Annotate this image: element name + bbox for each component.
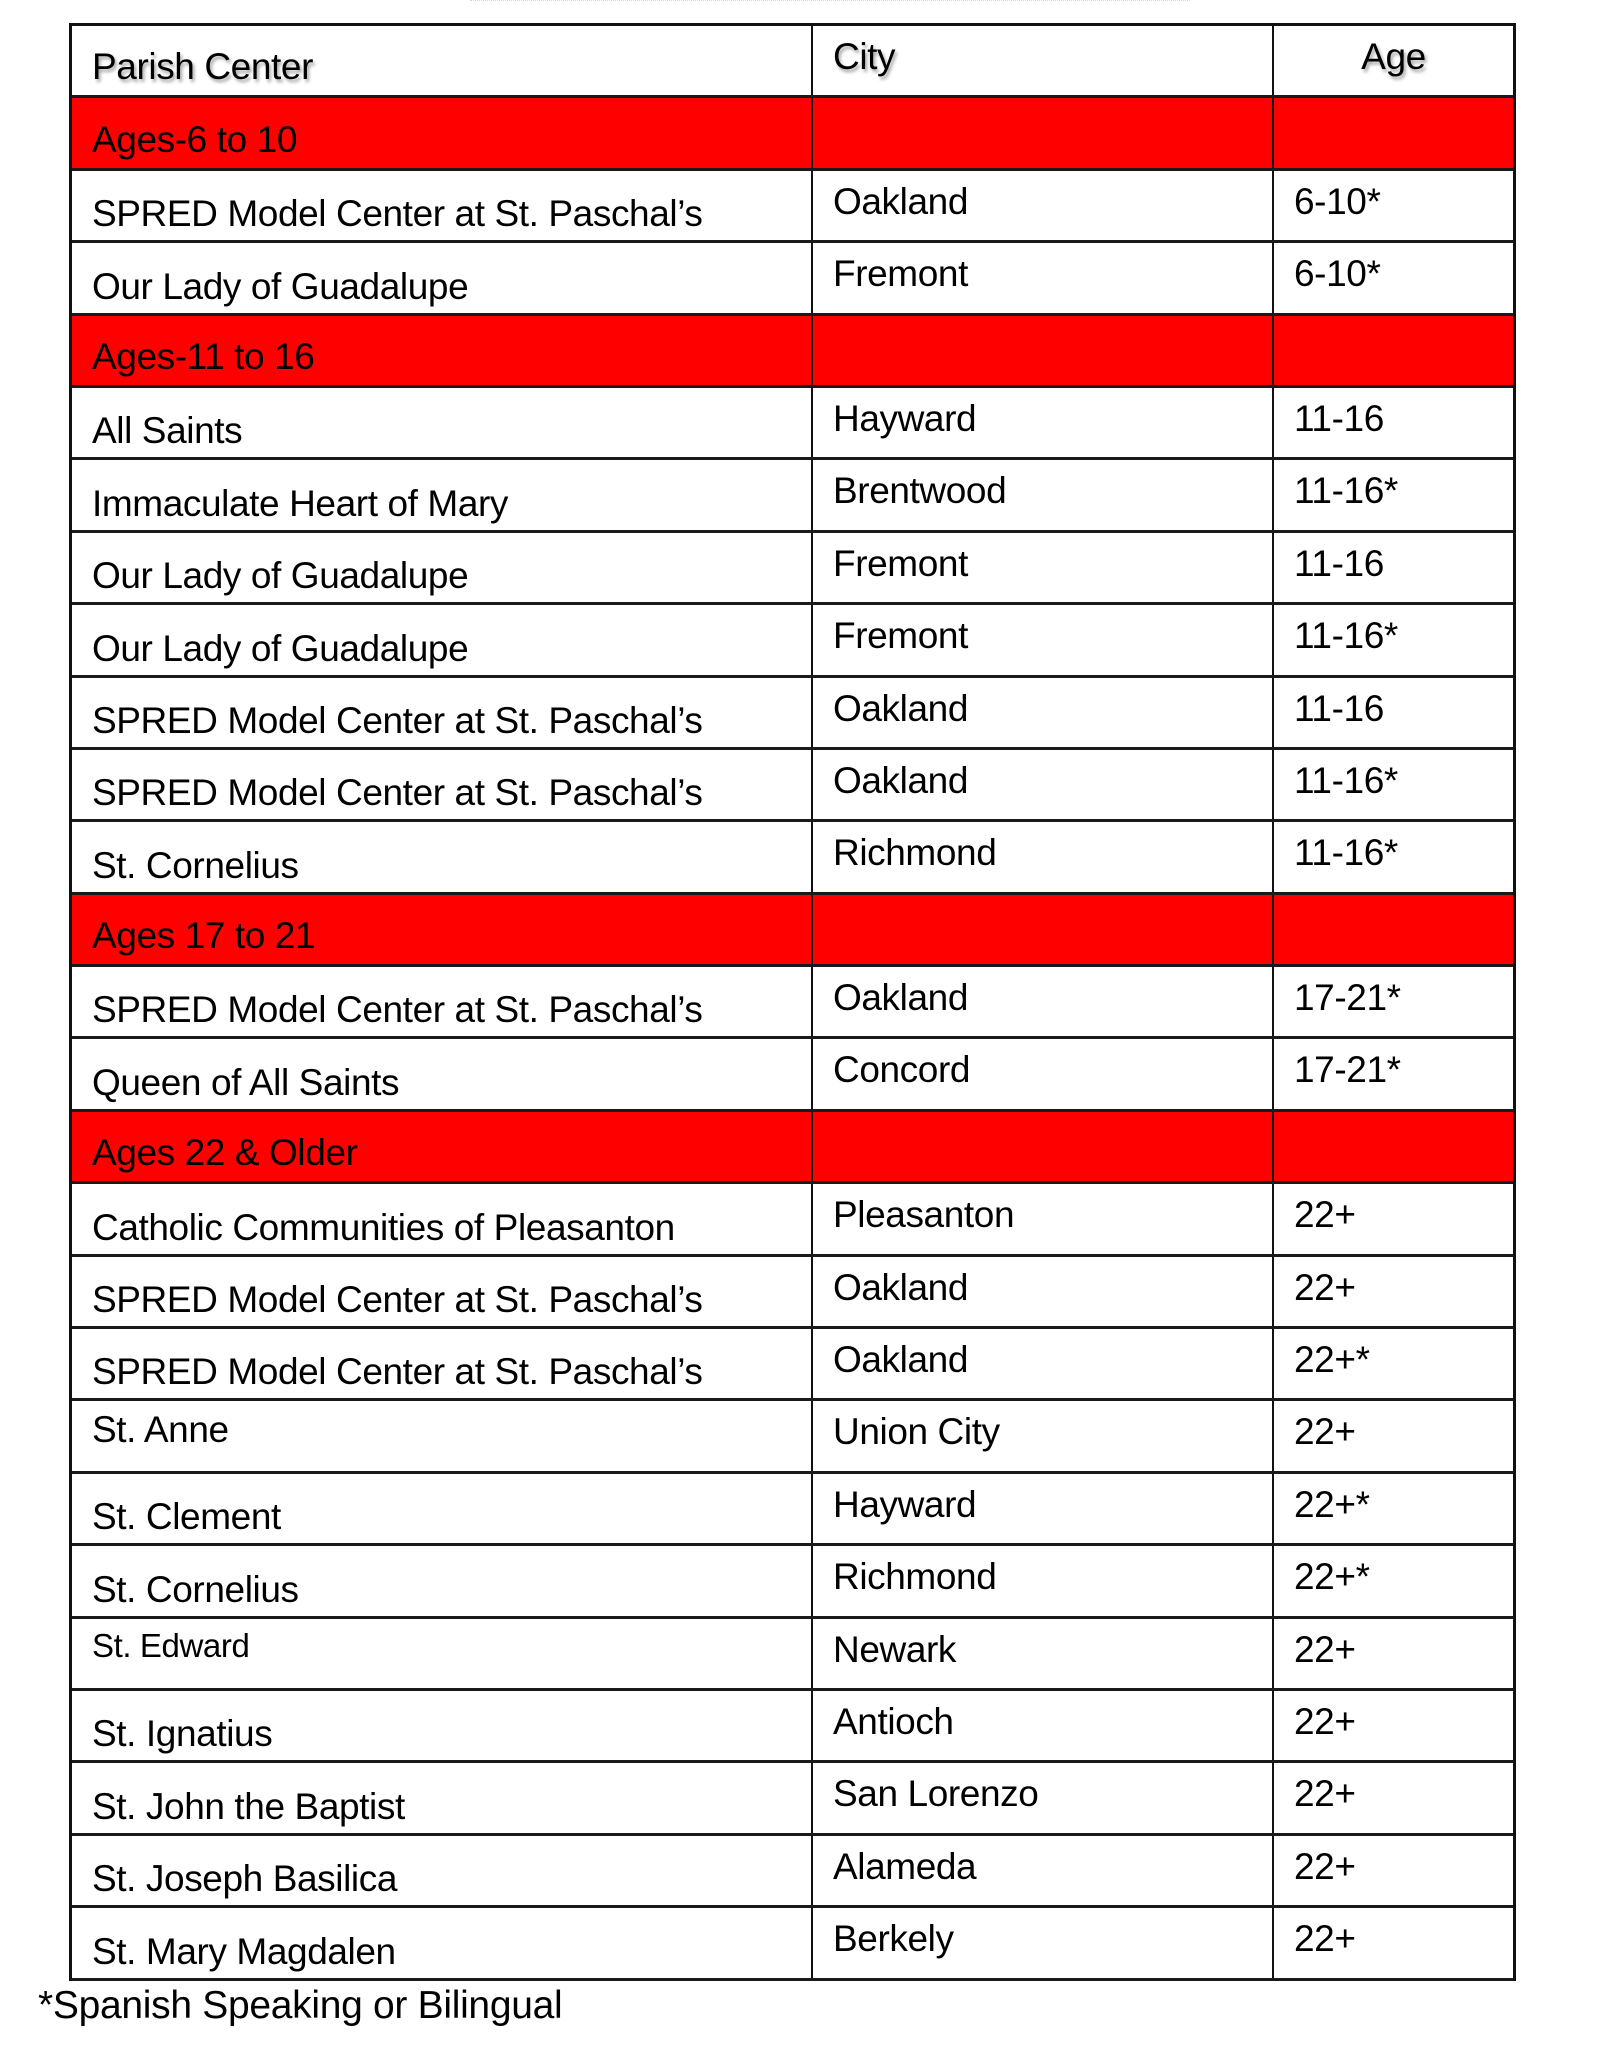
- city-text: Fremont: [833, 253, 968, 295]
- age-group-cell: [72, 98, 811, 167]
- age-text: 11-16*: [1294, 832, 1398, 874]
- age-text: 22+: [1294, 1700, 1356, 1742]
- table-row: [72, 1619, 1513, 1691]
- parish-cell: [72, 1619, 811, 1688]
- parish-cell: [72, 460, 811, 529]
- age-cell: [1272, 678, 1513, 747]
- parish-text: SPRED Model Center at St. Paschal’s: [92, 1351, 703, 1393]
- table-row: [72, 678, 1513, 750]
- city-text: San Lorenzo: [833, 1773, 1039, 1815]
- age-text: 6-10*: [1294, 253, 1381, 295]
- parish-cell: [72, 1039, 811, 1108]
- age-text: 22+: [1294, 1773, 1356, 1815]
- age-text: 22+: [1294, 1194, 1356, 1236]
- header-age: [1272, 26, 1513, 95]
- city-text: Oakland: [833, 687, 969, 729]
- city-cell: [811, 1257, 1272, 1326]
- parish-cell: [72, 171, 811, 240]
- table-row: [72, 1546, 1513, 1618]
- city-cell: [811, 678, 1272, 747]
- age-group-label: Ages-11 to 16: [92, 335, 315, 377]
- age-group-age-cell: [1272, 1112, 1513, 1181]
- age-cell: [1272, 1836, 1513, 1905]
- city-cell: [811, 1691, 1272, 1760]
- table-row: [72, 171, 1513, 243]
- age-cell: [1272, 822, 1513, 891]
- age-group-cell: [72, 895, 811, 964]
- city-cell: [811, 750, 1272, 819]
- age-text: 17-21*: [1294, 1049, 1401, 1091]
- age-cell: [1272, 1546, 1513, 1615]
- table-body: [72, 98, 1513, 1980]
- parish-cell: [72, 605, 811, 674]
- age-cell: [1272, 1474, 1513, 1543]
- parish-cell: [72, 750, 811, 819]
- city-cell: [811, 967, 1272, 1036]
- age-text: 22+*: [1294, 1339, 1370, 1381]
- age-group-age-cell: [1272, 316, 1513, 385]
- city-cell: [811, 1401, 1272, 1470]
- age-cell: [1272, 1329, 1513, 1398]
- age-group-label: Ages 22 & Older: [92, 1132, 358, 1174]
- table-row: [72, 750, 1513, 822]
- parish-text: St. Cornelius: [92, 844, 299, 886]
- age-text: 22+: [1294, 1845, 1356, 1887]
- parish-cell: [72, 1836, 811, 1905]
- parish-text: Immaculate Heart of Mary: [92, 482, 509, 524]
- parish-text: St. Edward: [92, 1626, 250, 1664]
- parish-text: St. Ignatius: [92, 1713, 273, 1755]
- age-group-city-cell: [811, 98, 1272, 167]
- parish-text: Catholic Communities of Pleasanton: [92, 1206, 675, 1248]
- age-group-label: Ages-6 to 10: [92, 118, 298, 160]
- age-cell: [1272, 1691, 1513, 1760]
- header-age-label: Age: [1361, 36, 1426, 77]
- age-group-row: [72, 1112, 1513, 1184]
- age-cell: [1272, 533, 1513, 602]
- table-row: [72, 605, 1513, 677]
- city-cell: [811, 822, 1272, 891]
- age-text: 22+*: [1294, 1556, 1370, 1598]
- city-text: Richmond: [833, 1556, 997, 1598]
- age-cell: [1272, 967, 1513, 1036]
- parish-text: St. Cornelius: [92, 1568, 299, 1610]
- age-group-row: [72, 316, 1513, 388]
- parish-cell: [72, 243, 811, 312]
- age-group-city-cell: [811, 316, 1272, 385]
- table-row: [72, 388, 1513, 460]
- age-text: 11-16*: [1294, 615, 1398, 657]
- table-row: [72, 460, 1513, 532]
- age-group-age-cell: [1272, 98, 1513, 167]
- age-text: 22+*: [1294, 1483, 1370, 1525]
- city-text: Oakland: [833, 977, 969, 1019]
- parish-text: SPRED Model Center at St. Paschal’s: [92, 193, 703, 235]
- parish-cell: [72, 533, 811, 602]
- city-text: Richmond: [833, 832, 997, 874]
- parish-text: St. Mary Magdalen: [92, 1930, 396, 1972]
- age-cell: [1272, 171, 1513, 240]
- parish-cell: [72, 1401, 811, 1470]
- header-parish-center-label: Parish Center: [92, 46, 314, 88]
- age-text: 22+: [1294, 1411, 1356, 1453]
- city-text: Hayward: [833, 1483, 977, 1525]
- table-row: [72, 1836, 1513, 1908]
- age-cell: [1272, 1257, 1513, 1326]
- table-row: [72, 1329, 1513, 1401]
- city-text: Pleasanton: [833, 1194, 1015, 1236]
- city-text: Concord: [833, 1049, 971, 1091]
- table-row: [72, 1401, 1513, 1473]
- age-text: 22+: [1294, 1918, 1356, 1960]
- table-row: [72, 1763, 1513, 1835]
- table-row: [72, 1691, 1513, 1763]
- parish-text: St. Joseph Basilica: [92, 1858, 398, 1900]
- age-text: 11-16*: [1294, 759, 1398, 801]
- city-cell: [811, 1763, 1272, 1832]
- city-cell: [811, 1836, 1272, 1905]
- age-text: 11-16*: [1294, 470, 1398, 512]
- age-cell: [1272, 1619, 1513, 1688]
- age-cell: [1272, 605, 1513, 674]
- parish-text: SPRED Model Center at St. Paschal’s: [92, 1279, 703, 1321]
- parish-cell: [72, 1546, 811, 1615]
- city-text: Oakland: [833, 759, 969, 801]
- city-cell: [811, 171, 1272, 240]
- table-row: [72, 1908, 1513, 1980]
- age-cell: [1272, 1763, 1513, 1832]
- age-text: 11-16: [1294, 397, 1384, 439]
- city-cell: [811, 1474, 1272, 1543]
- header-parish-center: [72, 26, 811, 95]
- parish-text: Our Lady of Guadalupe: [92, 555, 469, 597]
- age-text: 11-16: [1294, 542, 1384, 584]
- age-text: 22+: [1294, 1266, 1356, 1308]
- age-cell: [1272, 460, 1513, 529]
- age-group-row: [72, 98, 1513, 170]
- parish-cell: [72, 1329, 811, 1398]
- age-cell: [1272, 1401, 1513, 1470]
- age-group-cell: [72, 316, 811, 385]
- city-cell: [811, 460, 1272, 529]
- city-cell: [811, 1908, 1272, 1977]
- city-cell: [811, 1329, 1272, 1398]
- parish-cell: [72, 1184, 811, 1253]
- parish-cell: [72, 1257, 811, 1326]
- table-row: [72, 243, 1513, 315]
- parish-text: St. Anne: [92, 1409, 229, 1451]
- city-text: Oakland: [833, 1266, 969, 1308]
- age-text: 11-16: [1294, 687, 1384, 729]
- age-group-cell: [72, 1112, 811, 1181]
- table-header-row: [72, 26, 1513, 98]
- parish-cell: [72, 1908, 811, 1977]
- parish-center-table: [69, 23, 1516, 1981]
- parish-cell: [72, 388, 811, 457]
- parish-text: SPRED Model Center at St. Paschal’s: [92, 699, 703, 741]
- table-row: [72, 1184, 1513, 1256]
- age-group-age-cell: [1272, 895, 1513, 964]
- age-cell: [1272, 1908, 1513, 1977]
- parish-cell: [72, 822, 811, 891]
- parish-text: SPRED Model Center at St. Paschal’s: [92, 772, 703, 814]
- age-group-city-cell: [811, 895, 1272, 964]
- city-text: Oakland: [833, 180, 969, 222]
- parish-cell: [72, 678, 811, 747]
- age-group-label: Ages 17 to 21: [92, 915, 316, 957]
- table-row: [72, 1257, 1513, 1329]
- age-cell: [1272, 243, 1513, 312]
- city-text: Hayward: [833, 397, 977, 439]
- age-cell: [1272, 750, 1513, 819]
- age-text: 17-21*: [1294, 977, 1401, 1019]
- table-row: [72, 822, 1513, 894]
- parish-cell: [72, 1474, 811, 1543]
- parish-cell: [72, 967, 811, 1036]
- age-cell: [1272, 388, 1513, 457]
- table-row: [72, 1474, 1513, 1546]
- city-cell: [811, 1619, 1272, 1688]
- city-text: Fremont: [833, 615, 968, 657]
- parish-cell: [72, 1763, 811, 1832]
- city-cell: [811, 605, 1272, 674]
- cropped-top-text: [470, 0, 1190, 5]
- city-cell: [811, 243, 1272, 312]
- age-text: 6-10*: [1294, 180, 1381, 222]
- city-text: Berkely: [833, 1918, 954, 1960]
- city-cell: [811, 1546, 1272, 1615]
- city-text: Oakland: [833, 1339, 969, 1381]
- age-cell: [1272, 1039, 1513, 1108]
- parish-cell: [72, 1691, 811, 1760]
- city-cell: [811, 388, 1272, 457]
- parish-text: All Saints: [92, 410, 243, 452]
- city-text: Union City: [833, 1411, 1000, 1453]
- footnote: *Spanish Speaking or Bilingual: [38, 1984, 563, 2027]
- age-cell: [1272, 1184, 1513, 1253]
- parish-text: Our Lady of Guadalupe: [92, 265, 469, 307]
- city-text: Brentwood: [833, 470, 1007, 512]
- age-group-city-cell: [811, 1112, 1272, 1181]
- age-group-row: [72, 895, 1513, 967]
- header-city: [811, 26, 1272, 95]
- parish-text: St. John the Baptist: [92, 1785, 405, 1827]
- parish-text: Queen of All Saints: [92, 1061, 400, 1103]
- table-row: [72, 533, 1513, 605]
- city-text: Fremont: [833, 542, 968, 584]
- city-cell: [811, 1039, 1272, 1108]
- age-text: 22+: [1294, 1628, 1356, 1670]
- city-text: Alameda: [833, 1845, 977, 1887]
- table-row: [72, 1039, 1513, 1111]
- parish-text: Our Lady of Guadalupe: [92, 627, 469, 669]
- parish-text: SPRED Model Center at St. Paschal’s: [92, 989, 703, 1031]
- parish-text: St. Clement: [92, 1496, 281, 1538]
- city-cell: [811, 533, 1272, 602]
- header-city-label: City: [833, 36, 896, 77]
- city-cell: [811, 1184, 1272, 1253]
- city-text: Newark: [833, 1628, 957, 1670]
- city-text: Antioch: [833, 1700, 954, 1742]
- table-row: [72, 967, 1513, 1039]
